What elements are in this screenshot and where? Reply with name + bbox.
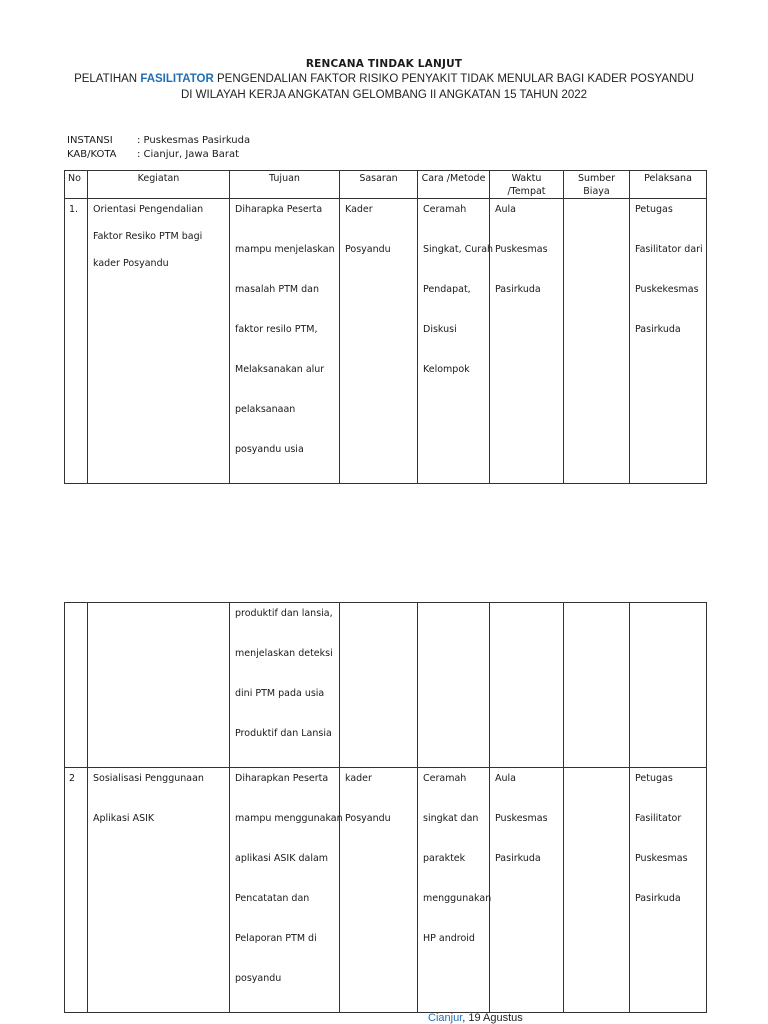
table-header-row [65, 171, 707, 199]
table-row [65, 603, 707, 768]
cell-text: Ceramah [423, 773, 467, 784]
cell-text: Pelaporan PTM di [235, 933, 317, 944]
cell-text: HP android [423, 933, 475, 944]
cell-text: posyandu [235, 973, 282, 984]
cell-text: Petugas [635, 204, 673, 215]
meta-instansi [67, 135, 250, 146]
meta-value: : Cianjur, Jawa Barat [137, 149, 240, 160]
meta-label: INSTANSI [67, 135, 113, 146]
cell-text: Pencatatan dan [235, 893, 310, 904]
cell-waktu [490, 768, 564, 1013]
cell-text: Puskesmas [495, 813, 548, 824]
meta-kabkota [67, 149, 239, 160]
header-waktu [490, 171, 564, 199]
cell-cara [418, 199, 494, 484]
cell-text: Diskusi [423, 324, 457, 335]
cell-text: 2 [69, 773, 76, 784]
cell-kegiatan [88, 768, 230, 1013]
header-no: No [65, 171, 88, 199]
header-sumber-line1: Sumber [577, 173, 616, 184]
subtitle-highlight: FASILITATOR [140, 73, 214, 85]
subtitle-text: PELATIHAN [74, 73, 141, 85]
cell-pelaksana [630, 603, 707, 768]
table-row [65, 199, 707, 484]
cell-text: Aplikasi ASIK [93, 813, 155, 824]
cell-text: Puskesmas [495, 244, 548, 255]
cell-cara [418, 768, 490, 1013]
cell-text: Posyandu [345, 813, 391, 824]
date-place: Cianjur [428, 1012, 463, 1024]
document-subtitle-line1 [0, 73, 768, 85]
cell-text: Petugas [635, 773, 673, 784]
header-sumber-line2: Biaya [583, 186, 610, 197]
cell-cara [418, 603, 490, 768]
cell-sasaran [340, 603, 418, 768]
cell-text: aplikasi ASIK dalam [235, 853, 329, 864]
cell-sumber [564, 768, 630, 1013]
cell-text: dini PTM pada usia [235, 688, 325, 699]
cell-pelaksana [630, 768, 707, 1013]
cell-text: Pasirkuda [495, 853, 541, 864]
cell-tujuan [230, 603, 340, 768]
cell-waktu [490, 603, 564, 768]
header-sasaran: Sasaran [340, 171, 418, 199]
cell-text: Pasirkuda [495, 284, 541, 295]
cell-text: Pasirkuda [635, 893, 681, 904]
cell-text: Ceramah [423, 204, 467, 215]
cell-text: Diharapkan Peserta [235, 773, 329, 784]
cell-text: Diharapka Peserta [235, 204, 323, 215]
cell-text: Puskekesmas [635, 284, 699, 295]
cell-text: Produktif dan Lansia [235, 728, 332, 739]
meta-value: : Puskesmas Pasirkuda [137, 135, 251, 146]
cell-waktu [490, 199, 564, 484]
cell-text: Puskesmas [635, 853, 688, 864]
cell-sumber [564, 199, 630, 484]
cell-text: faktor resilo PTM, [235, 324, 318, 335]
cell-no [65, 603, 88, 768]
cell-text: Fasilitator [635, 813, 682, 824]
subtitle-text: PENGENDALIAN FAKTOR RISIKO PENYAKIT TIDAK MENULAR BAGI KADER POSYANDU [213, 73, 694, 85]
header-waktu-line1: Waktu [511, 173, 542, 184]
cell-text: Posyandu [345, 244, 391, 255]
cell-text: menjelaskan deteksi [235, 648, 333, 659]
date-text: , 19 Agustus [462, 1012, 523, 1024]
cell-text: Kader [345, 204, 373, 215]
header-pelaksana: Pelaksana [630, 171, 707, 199]
cell-text: Sosialisasi Penggunaan [93, 773, 204, 784]
cell-text: Orientasi Pengendalian [93, 204, 204, 215]
cell-text: singkat dan [423, 813, 479, 824]
document-title: RENCANA TINDAK LANJUT [305, 58, 463, 70]
cell-text: kader Posyandu [93, 258, 169, 269]
cell-sasaran [340, 768, 418, 1013]
cell-text: mampu menjelaskan [235, 244, 335, 255]
cell-text: Melaksanakan alur [235, 364, 325, 375]
cell-text: Faktor Resiko PTM bagi [93, 231, 203, 242]
cell-text: Kelompok [423, 364, 470, 375]
signature-date [428, 1012, 523, 1024]
cell-text: Aula [495, 204, 516, 215]
cell-text: Singkat, Curah [423, 244, 494, 255]
header-waktu-line2: /Tempat [507, 186, 546, 197]
cell-no [65, 199, 88, 484]
header-cara: Cara /Metode [418, 171, 490, 199]
document-subtitle-line2: DI WILAYAH KERJA ANGKATAN GELOMBANG II ANGKATAN 15 TAHUN 2022 [180, 89, 588, 101]
cell-sumber [564, 603, 630, 768]
cell-text: produktif dan lansia, [235, 608, 333, 619]
cell-no [65, 768, 88, 1013]
cell-text: menggunakan [423, 893, 492, 904]
table-row [65, 768, 707, 1013]
cell-text: paraktek [423, 853, 466, 864]
cell-text: Fasilitator dari [635, 244, 703, 255]
cell-text: Pasirkuda [635, 324, 681, 335]
cell-text: masalah PTM dan [235, 284, 319, 295]
cell-text: Aula [495, 773, 516, 784]
cell-tujuan [230, 768, 343, 1013]
plan-table-page1 [64, 170, 707, 484]
plan-table-page2 [64, 602, 707, 1013]
cell-text: posyandu usia [235, 444, 304, 455]
cell-text: mampu menggunakan [235, 813, 343, 824]
cell-kegiatan [88, 199, 230, 484]
meta-label: KAB/KOTA [67, 149, 117, 160]
header-sumber [564, 171, 630, 199]
cell-text: kader [345, 773, 372, 784]
header-kegiatan: Kegiatan [88, 171, 230, 199]
cell-kegiatan [88, 603, 230, 768]
cell-text: 1. [69, 204, 79, 215]
cell-pelaksana [630, 199, 707, 484]
cell-text: pelaksanaan [235, 404, 296, 415]
cell-tujuan [230, 199, 340, 484]
cell-sasaran [340, 199, 418, 484]
cell-text: Pendapat, [423, 284, 471, 295]
header-tujuan: Tujuan [230, 171, 340, 199]
